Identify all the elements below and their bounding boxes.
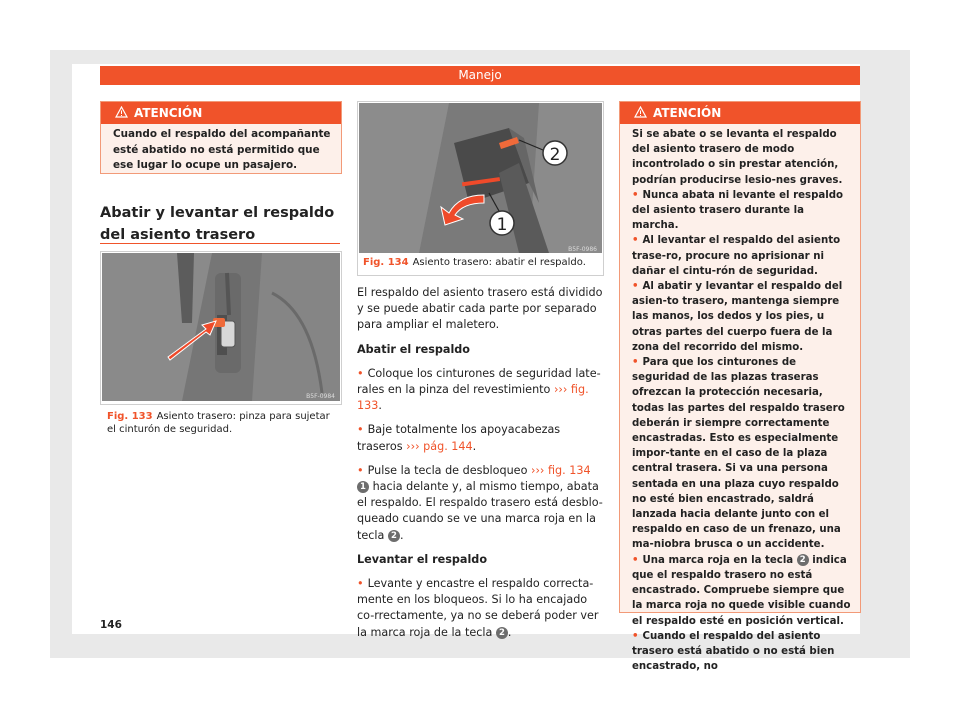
page-number: 146 [100, 619, 122, 631]
figure-133 [100, 251, 342, 405]
subheading-fold: Abatir el respaldo [357, 342, 470, 356]
seat-belt-clip-image [102, 253, 340, 401]
warning-box-right [619, 101, 861, 673]
figure-134 [357, 101, 604, 276]
intro-paragraph: El respaldo del asiento trasero está dividido y se puede abatir cada parte por separado para ampliar el maletero. [357, 286, 603, 332]
warning-item: • Cuando el respaldo del asiento trasero está abatido o no está bien encastrado, no [632, 630, 835, 673]
warning-header [101, 102, 341, 124]
warning-triangle-icon [634, 103, 647, 125]
fig-133-link[interactable]: ››› fig. 133 [357, 383, 589, 413]
figure-caption-text: Asiento trasero: abatir el respaldo. [412, 257, 586, 268]
figure-code: B5F-0984 [306, 393, 335, 400]
list-item-text: Pulse la tecla de desbloqueo [367, 463, 528, 477]
warning-header [620, 102, 860, 124]
warning-item-text: Al levantar el respaldo del asiento trase-ro, procure no aprisionar ni dañar el cintu-rón de seguridad. [632, 235, 841, 277]
warning-item-text: Para que los cinturones de seguridad de las plazas traseras ofrezcan la protección necesaria, todas las partes del respaldo trasero deberán ir siempre correctamente encastradas. Esto es especialmente impor-tante en el caso de la plaza central trasera. Si va una persona sentada en una plaza cuyo respaldo no esté bien encastrado, saldrá lanzada hacia delante junto con el respaldo en caso de un frenazo, una ma-niobra brusca o un accidente. [632, 357, 845, 551]
figure-133-caption [107, 410, 337, 436]
section-divider [100, 243, 340, 244]
callout-badge: 2 [388, 530, 400, 542]
warning-item: • Para que los cinturones de seguridad de las plazas traseras ofrezcan la protección necesaria, todas las partes del respaldo trasero deberán ir siempre correctamente encastradas. Esto es especialmente impor-tante en el caso de la plaza central trasera. Si va una persona sentada en una plaza cuyo respaldo no esté bien encastrado, saldrá lanzada hacia delante junto con el respaldo en caso de un frenazo, una ma-niobra brusca o un accidente. [632, 357, 845, 551]
warning-item: • Al abatir y levantar el respaldo del asien-to trasero, mantenga siempre las manos, los dedos y los pies, u otras partes del cuerpo fuera de la zona del recorrido del mismo. [632, 281, 843, 353]
body-text [357, 285, 603, 649]
callout-badge: 1 [357, 481, 369, 493]
warning-title: ATENCIÓN [134, 106, 203, 120]
warning-item-text: Al abatir y levantar el respaldo del asien-to trasero, mantenga siempre las manos, los dedos y los pies, u otras partes del cuerpo fuera de la zona del recorrido del mismo. [632, 281, 843, 353]
list-item: • Levante y encastre el respaldo correcta-mente en los bloqueos. Si lo ha encajado co-rrectamente, ya no se deberá poder ver la marca roja de la tecla 2 . [357, 577, 599, 639]
warning-box-left [100, 101, 342, 174]
fig-134-link[interactable]: ››› fig. 134 [530, 463, 591, 477]
figure-caption-text: Asiento trasero: pinza para sujetar el cinturón de seguridad. [107, 411, 330, 435]
warning-text: Cuando el respaldo del acompañante esté abatido no está permitido que ese lugar lo ocupe un pasajero. [113, 128, 331, 172]
callout-2-label: 2 [549, 145, 561, 165]
figure-134-caption [363, 256, 599, 269]
warning-title: ATENCIÓN [653, 106, 722, 120]
list-item-text: hacia delante y, al mismo tiempo, abata el respaldo. El respaldo trasero está desblo-queado cuando se ve una marca roja en la tecla [357, 480, 603, 542]
section-header: Manejo [100, 66, 860, 85]
callout-badge: 2 [797, 554, 809, 566]
warning-item-text: Nunca abata ni levante el respaldo del asiento trasero durante la marcha. [632, 189, 844, 232]
subheading-raise: Levantar el respaldo [357, 552, 488, 566]
warning-item: • Una marca roja en la tecla 2 indica que el respaldo trasero no está encastrado. Compruebe siempre que la marca roja no quede visible cuando el respaldo esté en posición vertical. [632, 554, 851, 627]
list-item: • Baje totalmente los apoyacabezas traseros ››› pág. 144. [357, 423, 561, 453]
list-item: • Pulse la tecla de desbloqueo ››› fig. 134 1 hacia delante y, al mismo tiempo, abata el respaldo. El respaldo trasero está desblo-queado cuando se ve una marca roja en la tecla 2 . [357, 463, 603, 542]
warning-text [632, 127, 852, 674]
warning-item-text: Una marca roja en la tecla [642, 554, 794, 566]
list-item-text: Baje totalmente los apoyacabezas traseros [357, 423, 561, 453]
figure-number: Fig. 133 [107, 411, 153, 422]
warning-item: • Nunca abata ni levante el respaldo del asiento trasero durante la marcha. [632, 189, 844, 232]
warning-item-text: indica que el respaldo trasero no está encastrado. Compruebe siempre que la marca roja no quede visible cuando el respaldo esté en posición vertical. [632, 554, 851, 627]
warning-triangle-icon [115, 103, 128, 125]
callout-1-label: 1 [496, 215, 508, 235]
warning-intro: Si se abate o se levanta el respaldo del asiento trasero de modo incontrolado o sin prestar atención, podrían producirse lesio-nes graves. [632, 129, 843, 186]
rear-seat-fold-image [359, 103, 602, 253]
callout-badge: 2 [496, 627, 508, 639]
warning-item: • Al levantar el respaldo del asiento trase-ro, procure no aprisionar ni dañar el cintu-rón de seguridad. [632, 235, 841, 277]
list-item: • Coloque los cinturones de seguridad late-rales en la pinza del revestimiento ››› fig. 133. [357, 366, 601, 413]
figure-number: Fig. 134 [363, 257, 409, 268]
section-title: Abatir y levantar el respaldo del asiento trasero [100, 205, 335, 243]
figure-code: B5F-0986 [568, 246, 597, 253]
list-item-text: Levante y encastre el respaldo correcta-mente en los bloqueos. Si lo ha encajado co-rrectamente, ya no se deberá poder ver la marca roja de la tecla [357, 577, 599, 639]
warning-item-text: Cuando el respaldo del asiento trasero está abatido o no está bien encastrado, no [632, 630, 835, 673]
list-item-text: Coloque los cinturones de seguridad late-rales en la pinza del revestimiento [357, 366, 601, 397]
page-144-link[interactable]: ››› pág. 144 [406, 439, 473, 453]
